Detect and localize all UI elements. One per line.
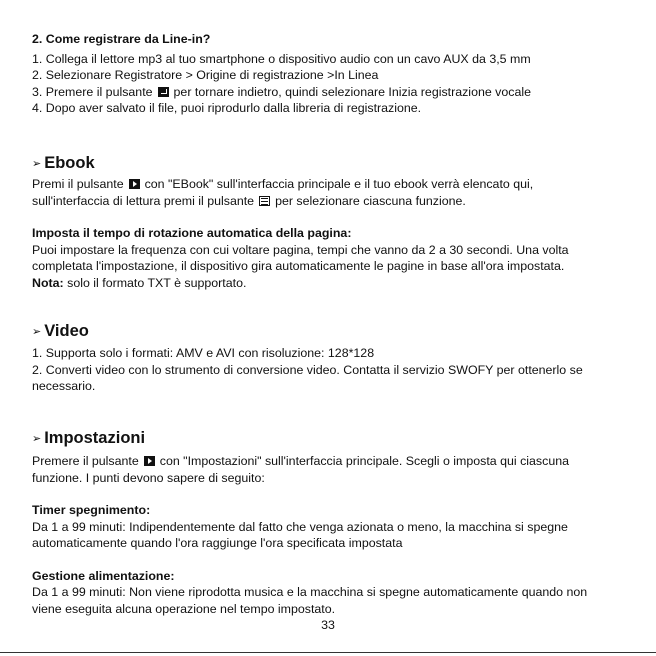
step-3-text-a: 3. Premere il pulsante [32,84,153,99]
ebook-subheading: Imposta il tempo di rotazione automatica della pagina: [32,226,352,240]
settings-line-1 [32,453,632,470]
ebook-line-1 [32,176,632,193]
ebook-line-1-a: Premi il pulsante [32,177,124,191]
ebook-note [32,275,632,292]
play-icon [129,179,140,189]
ebook-para-1: Puoi impostare la frequenza con cui voltare pagina, tempi che vanno da 2 a 30 secondi. Una volta [32,242,569,257]
note-label: Nota: [32,275,64,290]
page-number: 33 [321,618,335,632]
line-in-heading: 2. Come registrare da Line-in? [32,32,211,46]
timer-text-1: Da 1 a 99 minuti: Indipendentemente dal fatto che venga azionata o meno, la macchina si spegne [32,519,568,534]
timer-label: Timer spegnimento: [32,503,151,517]
arrowhead-icon: ➢ [32,326,42,338]
line-in-step-3 [32,84,632,101]
video-title: Video [44,322,89,340]
video-item-2b: necessario. [32,379,96,393]
settings-section [32,428,632,617]
settings-line-1-b: con "Impostazioni" sull'interfaccia principale. Scegli o imposta qui ciascuna [159,454,569,468]
timer-text-2: automaticamente quando l'ora raggiunge l'ora specificata impostata [32,536,403,550]
ebook-title: Ebook [44,154,95,172]
video-heading [32,321,632,343]
ebook-line-1-b: con "EBook" sull'interfaccia principale e il tuo ebook verrà elencato qui, [144,177,534,191]
power-text-2: viene eseguita alcuna operazione nel tempo impostato. [32,601,336,616]
bottom-rule [0,652,656,653]
ebook-line-2-a: sull'interfaccia di lettura premi il pulsante [32,193,255,208]
power-label: Gestione alimentazione: [32,568,175,583]
line-in-step-1: 1. Collega il lettore mp3 al tuo smartphone o dispositivo audio con un cavo AUX da 3,5 mm [32,51,531,66]
arrowhead-icon: ➢ [32,158,42,170]
video-item-1: 1. Supporta solo i formati: AMV e AVI con risoluzione: 128*128 [32,346,375,360]
power-text-1: Da 1 a 99 minuti: Non viene riprodotta musica e la macchina si spegne automaticamente quando non [32,585,588,599]
menu-icon [259,196,270,206]
video-section [32,321,632,395]
arrowhead-icon: ➢ [32,433,42,445]
settings-title: Impostazioni [44,429,146,447]
video-item-2a: 2. Converti video con lo strumento di conversione video. Contatta il servizio SWOFY per ottenerlo se [32,362,583,377]
ebook-para-2: completata l'impostazione, il dispositivo gira automaticamente le pagine in base all'ora impostata. [32,259,565,273]
ebook-section [32,153,632,291]
ebook-line-2 [32,193,632,210]
note-text: solo il formato TXT è supportato. [67,275,247,290]
step-3-text-b: per tornare indietro, quindi selezionare Inizia registrazione vocale [173,84,531,99]
settings-heading [32,428,632,450]
play-icon [144,456,155,466]
settings-line-2: funzione. I punti devono sapere di seguito: [32,470,265,485]
line-in-section [32,31,632,117]
ebook-heading [32,153,632,175]
ebook-line-2-b: per selezionare ciascuna funzione. [275,193,466,208]
line-in-step-2: 2. Selezionare Registratore > Origine di registrazione >In Linea [32,68,379,82]
settings-line-1-a: Premere il pulsante [32,454,139,468]
back-icon [158,87,169,97]
line-in-step-4: 4. Dopo aver salvato il file, puoi riprodurlo dalla libreria di registrazione. [32,101,422,115]
